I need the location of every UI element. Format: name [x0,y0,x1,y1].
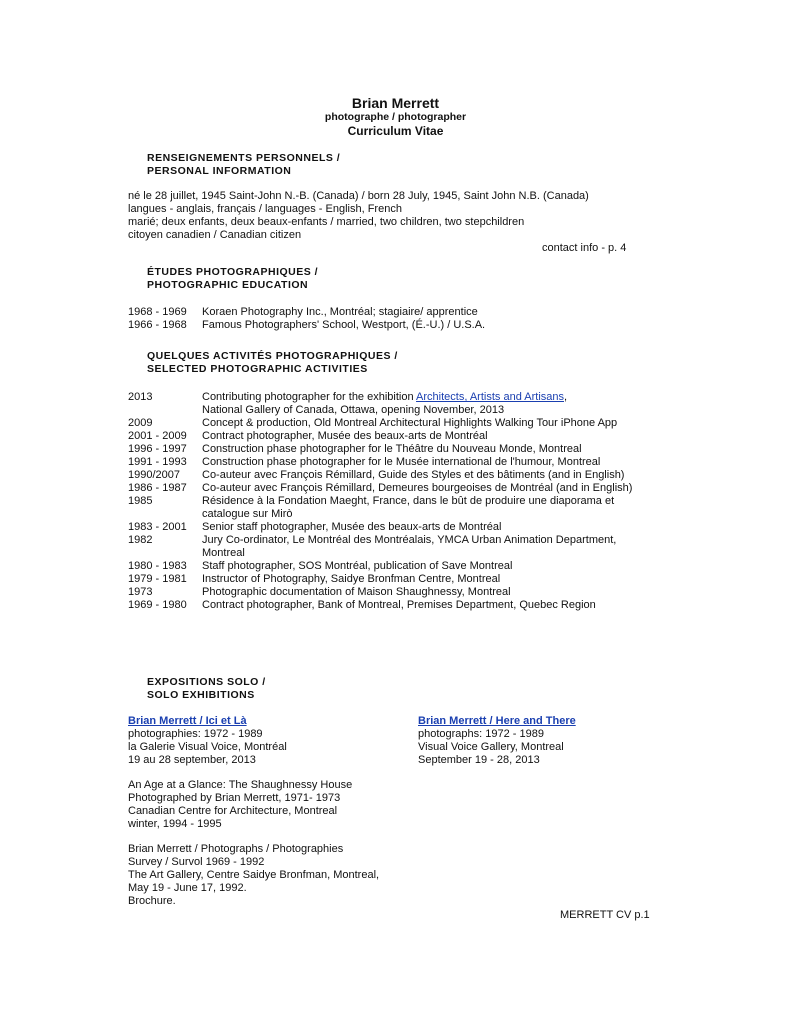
exhibition-age-at-a-glance [128,779,352,831]
list-item [128,443,648,456]
exhibition-line: Brian Merrett / Photographs / Photographies [128,843,344,855]
exhibition-en-link[interactable]: Brian Merrett / Here and There [418,715,576,727]
personal-heading [147,152,340,178]
list-item [128,495,648,521]
solo-heading [147,676,266,702]
activity-year: 1991 - 1993 [128,456,187,468]
list-item [128,521,648,534]
exhibition-line: Survey / Survol 1969 - 1992 [128,856,265,868]
exhibition-line: An Age at a Glance: The Shaughnessy House [128,779,353,791]
exhibition-en-line: September 19 - 28, 2013 [418,754,540,766]
activity-year: 1982 [128,534,153,546]
exhibition-en [418,715,576,767]
activity-year: 1985 [128,495,153,507]
list-item [128,560,648,573]
education-heading [147,266,318,292]
list-item [128,456,648,469]
activity-text-line2: National Gallery of Canada, Ottawa, opening November, 2013 [202,404,505,416]
exhibition-line: Brochure. [128,895,176,907]
activity-year: 1986 - 1987 [128,482,187,494]
list-item [128,599,648,612]
exhibition-en-line: photographs: 1972 - 1989 [418,728,544,740]
activity-text: Senior staff photographer, Musée des beaux-arts de Montréal [202,521,502,533]
list-item [128,573,648,586]
activity-text: Construction phase photographer for le Théâtre du Nouveau Monde, Montreal [202,443,582,455]
activity-year: 1979 - 1981 [128,573,187,585]
exhibition-line: The Art Gallery, Centre Saidye Bronfman, Montreal, [128,869,380,881]
education-heading-en: PHOTOGRAPHIC EDUCATION [147,279,309,291]
education-text: Koraen Photography Inc., Montréal; stagiaire/ apprentice [202,306,478,318]
activities-heading-en: SELECTED PHOTOGRAPHIC ACTIVITIES [147,363,368,375]
exhibition-line: winter, 1994 - 1995 [128,818,222,830]
education-heading-fr: ÉTUDES PHOTOGRAPHIQUES / [147,266,319,278]
exhibition-survey [128,843,379,908]
personal-line: né le 28 juillet, 1945 Saint-John N.-B. (Canada) / born 28 July, 1945, Saint John N.B. (Canada) [128,190,589,202]
document-title: Curriculum Vitae [347,124,444,138]
activity-text [202,391,648,417]
list-item [128,534,648,560]
exhibition-fr-line: la Galerie Visual Voice, Montréal [128,741,287,753]
exhibition-fr-link[interactable]: Brian Merrett / Ici et Là [128,715,247,727]
activity-year: 2001 - 2009 [128,430,187,442]
exhibition-line: May 19 - June 17, 1992. [128,882,247,894]
activity-year: 2009 [128,417,153,429]
activity-text: Co-auteur avec François Rémillard, Demeures bourgeoises de Montréal (and in English) [202,482,633,494]
education-text: Famous Photographers' School, Westport, (É.-U.) / U.S.A. [202,319,486,331]
activity-text: Contract photographer, Bank of Montreal, Premises Department, Quebec Region [202,599,596,611]
activity-year: 2013 [128,391,153,403]
exhibition-fr-line: photographies: 1972 - 1989 [128,728,263,740]
activities-list [128,391,648,612]
exhibition-link[interactable]: Architects, Artists and Artisans [416,391,564,403]
activity-year: 1983 - 2001 [128,521,187,533]
contact-info-note: contact info - p. 4 [542,242,627,254]
personal-line: citoyen canadien / Canadian citizen [128,229,302,241]
activity-year: 1973 [128,586,153,598]
person-name: Brian Merrett [351,95,440,111]
personal-heading-en: PERSONAL INFORMATION [147,165,292,177]
activity-text: Staff photographer, SOS Montréal, publication of Save Montreal [202,560,513,572]
list-item [128,391,648,417]
personal-heading-fr: RENSEIGNEMENTS PERSONNELS / [147,152,341,164]
exhibition-line: Canadian Centre for Architecture, Montreal [128,805,338,817]
solo-heading-en: SOLO EXHIBITIONS [147,689,255,701]
cv-title-block [0,95,791,139]
list-item [128,469,648,482]
education-year: 1968 - 1969 [128,306,187,318]
list-item [128,586,648,599]
list-item [128,306,648,319]
activities-heading [147,350,398,376]
activity-text: Co-auteur avec François Rémillard, Guide des Styles et des bâtiments (and in English) [202,469,625,481]
activity-year: 1990/2007 [128,469,180,481]
exhibition-fr-line: 19 au 28 september, 2013 [128,754,256,766]
list-item [128,430,648,443]
list-item [128,417,648,430]
page-footer: MERRETT CV p.1 [560,909,650,921]
activity-text: Jury Co-ordinator, Le Montréal des Montréalais, YMCA Urban Animation Department, Montreal [202,534,617,559]
activity-text: Instructor of Photography, Saidye Bronfman Centre, Montreal [202,573,501,585]
activity-text: Concept & production, Old Montreal Architectural Highlights Walking Tour iPhone App [202,417,618,429]
exhibition-en-line: Visual Voice Gallery, Montreal [418,741,564,753]
education-list [128,306,648,332]
activity-text: Photographic documentation of Maison Shaughnessy, Montreal [202,586,511,598]
person-subtitle: photographe / photographer [324,111,467,123]
exhibition-fr [128,715,287,767]
activity-text: Résidence à la Fondation Maeght, France, dans le bût de produire une diaporama et catalogue sur Mirò [202,495,615,520]
personal-line: langues - anglais, français / languages - English, French [128,203,402,215]
personal-info [128,190,589,242]
activity-year: 1996 - 1997 [128,443,187,455]
activity-text: Contract photographer, Musée des beaux-arts de Montréal [202,430,488,442]
list-item [128,482,648,495]
activity-text: Construction phase photographer for le Musée international de l'humour, Montreal [202,456,601,468]
solo-heading-fr: EXPOSITIONS SOLO / [147,676,266,688]
exhibition-line: Photographed by Brian Merrett, 1971- 1973 [128,792,341,804]
education-year: 1966 - 1968 [128,319,187,331]
personal-line: marié; deux enfants, deux beaux-enfants / married, two children, two stepchildren [128,216,525,228]
activity-text-post: , [564,391,568,403]
activities-heading-fr: QUELQUES ACTIVITÉS PHOTOGRAPHIQUES / [147,350,398,362]
list-item [128,319,648,332]
activity-text-pre: Contributing photographer for the exhibition [202,391,417,403]
activity-year: 1969 - 1980 [128,599,187,611]
activity-year: 1980 - 1983 [128,560,187,572]
